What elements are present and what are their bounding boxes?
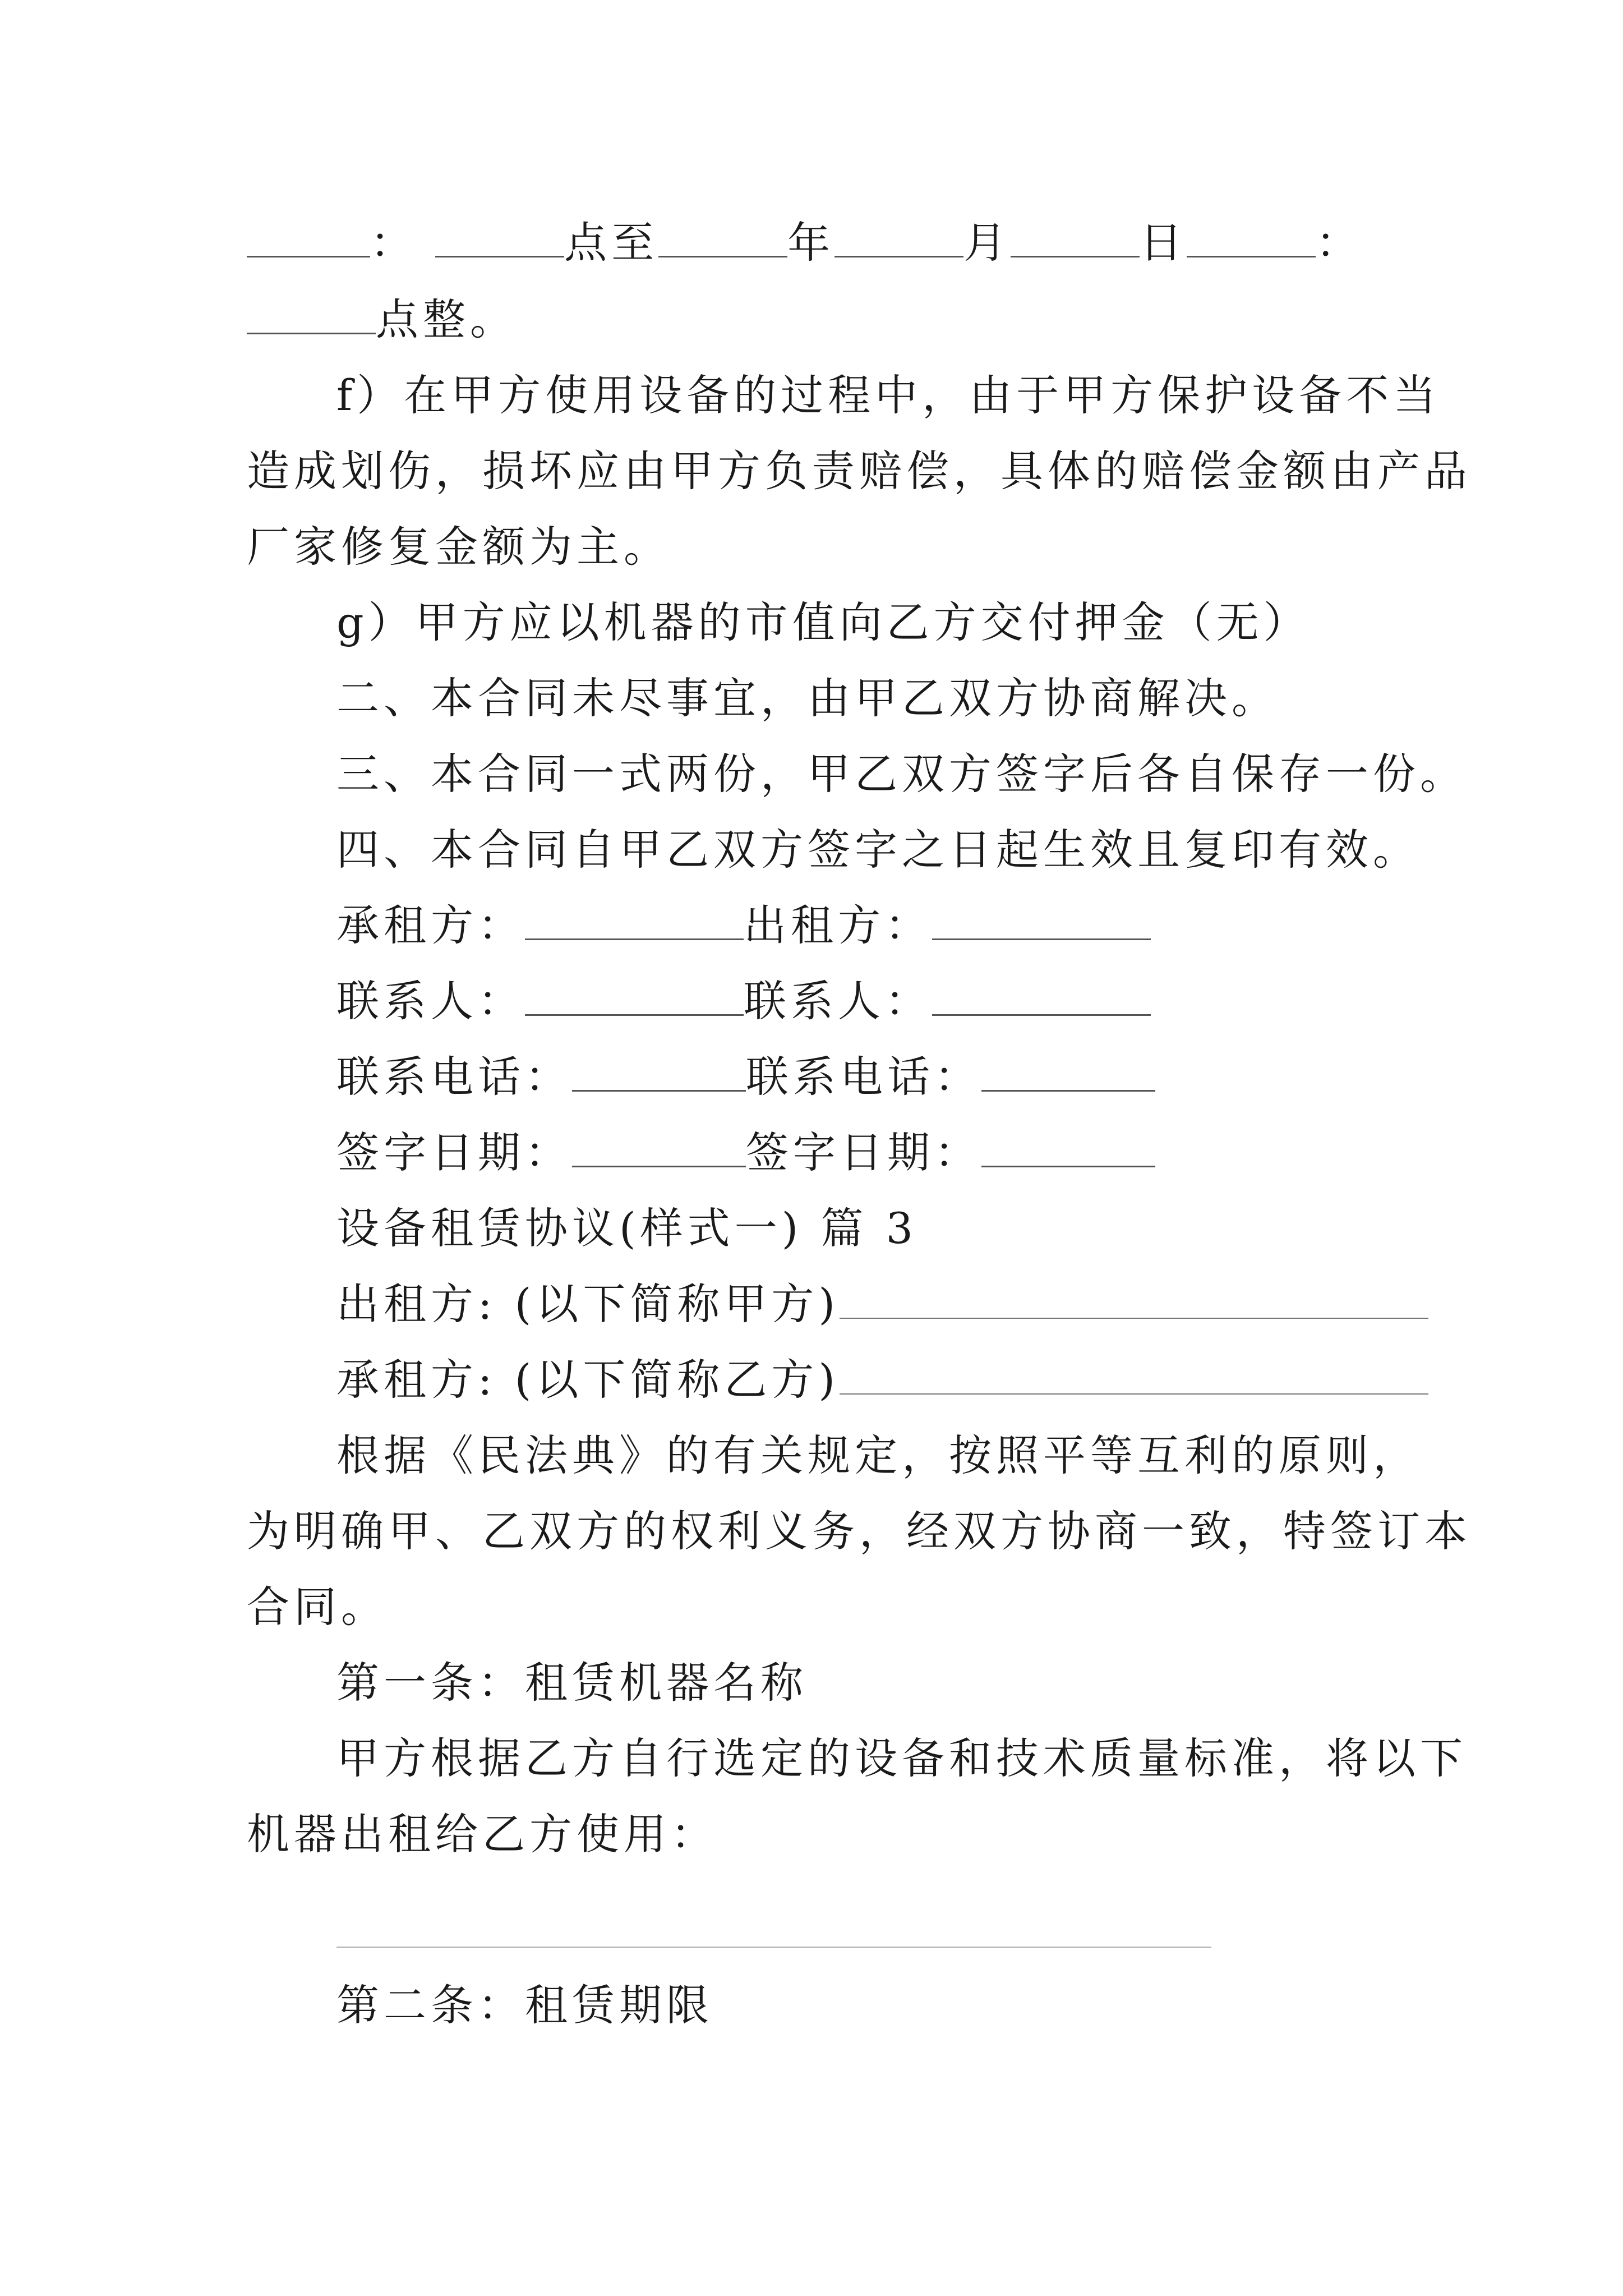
paragraph-line: 二、本合同未尽事宜，由甲乙双方协商解决。 xyxy=(336,673,1279,723)
lessor-label: 出租方: (以下简称甲方) xyxy=(336,1279,840,1329)
contact-label: 联系人： xyxy=(744,976,932,1026)
blank-field xyxy=(840,1359,1428,1395)
blank-field xyxy=(1011,221,1140,257)
sign-date-label: 签字日期： xyxy=(746,1128,981,1177)
paragraph-line: 四、本合同自甲乙双方签字之日起生效且复印有效。 xyxy=(336,825,1420,875)
section-title: 设备租赁协议(样式一) 篇 3 xyxy=(336,1203,917,1253)
colon: ： xyxy=(370,218,417,268)
lessee-label: 承租方: (以下简称乙方) xyxy=(336,1355,840,1405)
signature-row xyxy=(336,1125,1155,1181)
horizontal-rule xyxy=(336,1947,1211,1948)
lessee-line xyxy=(336,1352,1428,1408)
blank-field xyxy=(834,221,963,257)
time-end-line xyxy=(247,292,517,348)
text-ri: 日 xyxy=(1140,218,1187,268)
lessor-label: 出租方： xyxy=(744,900,932,950)
signature-row xyxy=(336,1049,1155,1105)
text-dian-zhi: 点至 xyxy=(564,218,659,268)
blank-field xyxy=(840,1283,1428,1319)
paragraph-line: 三、本合同一式两份，甲乙双方签字后各自保存一份。 xyxy=(336,749,1467,799)
signature-row xyxy=(336,898,1151,954)
lessee-label: 承租方： xyxy=(336,900,525,950)
blank-field xyxy=(981,1055,1155,1092)
contact-label: 联系人： xyxy=(336,976,525,1026)
blank-field xyxy=(981,1131,1155,1167)
paragraph-line: f）在甲方使用设备的过程中，由于甲方保护设备不当 xyxy=(336,370,1441,420)
article-heading: 第一条：租赁机器名称 xyxy=(336,1658,808,1708)
paragraph-line: 合同。 xyxy=(247,1582,388,1632)
blank-field xyxy=(525,904,744,940)
phone-label: 联系电话： xyxy=(746,1052,981,1102)
blank-field xyxy=(247,298,376,334)
paragraph-line: 为明确甲、乙双方的权利义务，经双方协商一致，特签订本 xyxy=(247,1506,1472,1556)
blank-field xyxy=(932,904,1151,940)
blank-field xyxy=(435,221,564,257)
paragraph-line: g）甲方应以机器的市值向乙方交付押金（无） xyxy=(336,597,1311,647)
blank-field xyxy=(1187,221,1316,257)
blank-field xyxy=(932,979,1151,1016)
blank-field xyxy=(247,221,370,257)
text-nian: 年 xyxy=(787,218,835,268)
text-dian-zheng: 点整。 xyxy=(376,295,517,344)
lessor-line xyxy=(336,1276,1428,1332)
blank-field xyxy=(572,1055,746,1092)
phone-label: 联系电话： xyxy=(336,1052,572,1102)
blank-field xyxy=(572,1131,746,1167)
paragraph-line: 机器出租给乙方使用： xyxy=(247,1809,718,1859)
text-yue: 月 xyxy=(963,218,1011,268)
blank-field xyxy=(658,221,787,257)
paragraph-line: 造成划伤，损坏应由甲方负责赔偿，具体的赔偿金额由产品 xyxy=(247,446,1472,496)
sign-date-label: 签字日期： xyxy=(336,1128,572,1177)
time-range-line xyxy=(247,215,1363,271)
paragraph-line: 甲方根据乙方自行选定的设备和技术质量标准，将以下 xyxy=(336,1733,1467,1783)
paragraph-line: 根据《民法典》的有关规定，按照平等互利的原则， xyxy=(336,1430,1420,1480)
colon: ： xyxy=(1316,218,1363,268)
signature-row xyxy=(336,973,1151,1029)
article-heading: 第二条：租赁期限 xyxy=(336,1980,713,2030)
paragraph-line: 厂家修复金额为主。 xyxy=(247,522,671,572)
blank-field xyxy=(525,979,744,1016)
